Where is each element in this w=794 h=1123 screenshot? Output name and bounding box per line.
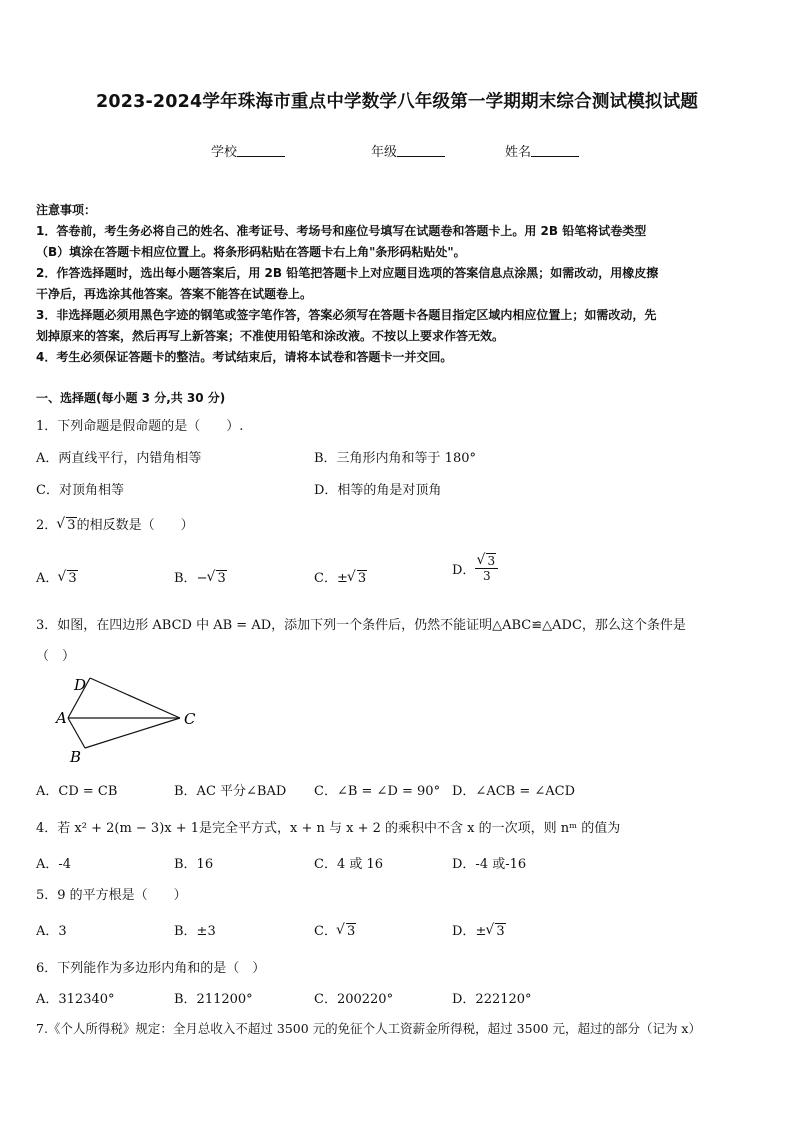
school-field bbox=[211, 141, 285, 160]
segment-ab bbox=[68, 718, 85, 748]
q2-option-c bbox=[314, 567, 367, 586]
q1-option-c: C．对顶角相等 bbox=[36, 483, 124, 498]
notice-item-4: 4．考生必须保证答题卡的整洁。考试结束后，请将本试卷和答题卡一并交回。 bbox=[36, 350, 453, 364]
segment-bc bbox=[85, 718, 180, 748]
q6-stem: 6．下列能作为多边形内角和的是（ ） bbox=[36, 961, 266, 976]
q2-a-label: A． bbox=[36, 571, 59, 586]
label-c: C bbox=[184, 710, 196, 728]
notice-item-1a: 1．答卷前，考生务必将自己的姓名、准考证号、考场号和座位号填写在试题卷和答题卡上。用 2B 铅笔将试卷类型 bbox=[36, 224, 647, 238]
q2-a-sqrt bbox=[58, 571, 77, 586]
q4-option-c: C．4 或 16 bbox=[314, 857, 384, 872]
q2-stem bbox=[36, 514, 194, 533]
q5-c-label: C． bbox=[314, 924, 337, 939]
q1-option-d: D．相等的角是对顶角 bbox=[314, 483, 442, 498]
q3-option-d: D．∠ACB = ∠ACD bbox=[452, 784, 576, 799]
q3-option-b: B．AC 平分∠BAD bbox=[174, 784, 287, 799]
notice-item-2b: 干净后，再选涂其他答案。答案不能答在试题卷上。 bbox=[36, 287, 313, 301]
q5-option-a: A．3 bbox=[36, 924, 67, 939]
notice-item-3b: 划掉原来的答案，然后再写上新答案；不准使用铅笔和涂改液。不按以上要求作答无效。 bbox=[36, 329, 505, 343]
grade-blank bbox=[397, 144, 445, 157]
q2-d-label: D． bbox=[452, 563, 476, 578]
q5-d-label: D． bbox=[452, 924, 476, 939]
q2-option-b bbox=[174, 567, 227, 586]
q2-c-sign: ± bbox=[336, 571, 348, 586]
q2-d-fraction bbox=[475, 554, 498, 583]
q2-option-a bbox=[36, 567, 78, 586]
name-blank bbox=[531, 144, 579, 157]
q3-option-c: C．∠B = ∠D = 90° bbox=[314, 784, 441, 799]
q2-c-radicand: 3 bbox=[357, 571, 367, 586]
q4-stem: 4．若 x² + 2(m − 3)x + 1是完全平方式，x + n 与 x + 2 的乘积中不含 x 的一次项，则 nᵐ 的值为 bbox=[36, 821, 621, 836]
q4-option-a: A．-4 bbox=[36, 857, 72, 872]
q5-d-sign: ± bbox=[475, 924, 487, 939]
notice-item-1b: （B）填涂在答题卡相应位置上。将条形码粘贴在答题卡右上角"条形码粘贴处"。 bbox=[36, 245, 466, 259]
q5-option-d bbox=[452, 920, 506, 939]
q4-option-b: B．16 bbox=[174, 857, 214, 872]
q5-c-radicand: 3 bbox=[346, 924, 356, 939]
q1-stem: 1．下列命题是假命题的是（ ）. bbox=[36, 419, 244, 434]
q3-quadrilateral-figure bbox=[50, 670, 210, 770]
q2-option-d bbox=[452, 554, 498, 583]
q3-stem: 3．如图，在四边形 ABCD 中 AB = AD，添加下列一个条件后，仍然不能证明△ABC≌△ADC，那么这个条件是 bbox=[36, 618, 686, 633]
segment-dc bbox=[90, 678, 180, 718]
notice-block bbox=[36, 200, 758, 368]
q2-a-radicand: 3 bbox=[68, 571, 77, 586]
q2-stem-tail: 的相反数是（ ） bbox=[76, 518, 194, 533]
q6-option-d: D．222120° bbox=[452, 992, 532, 1007]
school-blank bbox=[237, 144, 285, 157]
q5-option-b: B．±3 bbox=[174, 924, 216, 939]
q5-c-sqrt bbox=[337, 924, 356, 939]
q2-sqrt bbox=[57, 518, 76, 533]
name-field bbox=[505, 141, 579, 160]
q2-c-label: C． bbox=[314, 571, 337, 586]
label-d: D bbox=[74, 676, 87, 694]
q7-stem: 7.《个人所得税》规定：全月总收入不超过 3500 元的免征个人工资薪金所得税，超过 3500 元，超过的部分（记为 x） bbox=[36, 1021, 701, 1036]
q2-b-label: B． bbox=[174, 571, 197, 586]
q3-paren: （ ） bbox=[36, 649, 76, 664]
q2-d-sqrt bbox=[477, 554, 496, 568]
school-label: 学校 bbox=[211, 145, 238, 160]
q6-option-c: C．200220° bbox=[314, 992, 394, 1007]
q2-b-radicand: 3 bbox=[217, 571, 226, 586]
q2-radicand: 3 bbox=[67, 518, 76, 533]
exam-title: 2023-2024学年珠海市重点中学数学八年级第一学期期末综合测试模拟试题 bbox=[95, 92, 699, 112]
notice-item-3a: 3．非选择题必须用黑色字迹的钢笔或签字笔作答，答案必须写在答题卡各题目指定区域内相应位置上；如需改动，先 bbox=[36, 308, 657, 322]
q2-d-radicand: 3 bbox=[487, 554, 496, 568]
q6-option-a: A．312340° bbox=[36, 992, 115, 1007]
q5-d-sqrt bbox=[486, 924, 505, 939]
q1-option-b: B．三角形内角和等于 180° bbox=[314, 451, 476, 466]
name-label: 姓名 bbox=[505, 145, 532, 160]
notice-item-2a: 2．作答选择题时，选出每小题答案后，用 2B 铅笔把答题卡上对应题目选项的答案信息点涂黑；如需改动，用橡皮擦 bbox=[36, 266, 659, 280]
label-b: B bbox=[70, 748, 82, 766]
q2-number: 2． bbox=[36, 518, 58, 533]
q5-stem: 5．9 的平方根是（ ） bbox=[36, 888, 187, 903]
notice-heading: 注意事项： bbox=[36, 203, 97, 217]
q5-option-c bbox=[314, 920, 356, 939]
q5-d-radicand: 3 bbox=[496, 924, 505, 939]
q2-d-denominator: 3 bbox=[482, 569, 491, 583]
q2-b-sign: − bbox=[196, 571, 208, 586]
q2-b-sqrt bbox=[207, 571, 226, 586]
grade-label: 年级 bbox=[371, 145, 398, 160]
q6-option-b: B．211200° bbox=[174, 992, 253, 1007]
section-heading: 一、选择题(每小题 3 分,共 30 分) bbox=[36, 391, 226, 405]
grade-field bbox=[371, 141, 445, 160]
label-a: A bbox=[56, 709, 67, 727]
q1-option-a: A．两直线平行，内错角相等 bbox=[36, 451, 202, 466]
q2-c-sqrt bbox=[348, 571, 367, 586]
q3-option-a: A．CD = CB bbox=[36, 784, 118, 799]
q4-option-d: D．-4 或-16 bbox=[452, 857, 527, 872]
